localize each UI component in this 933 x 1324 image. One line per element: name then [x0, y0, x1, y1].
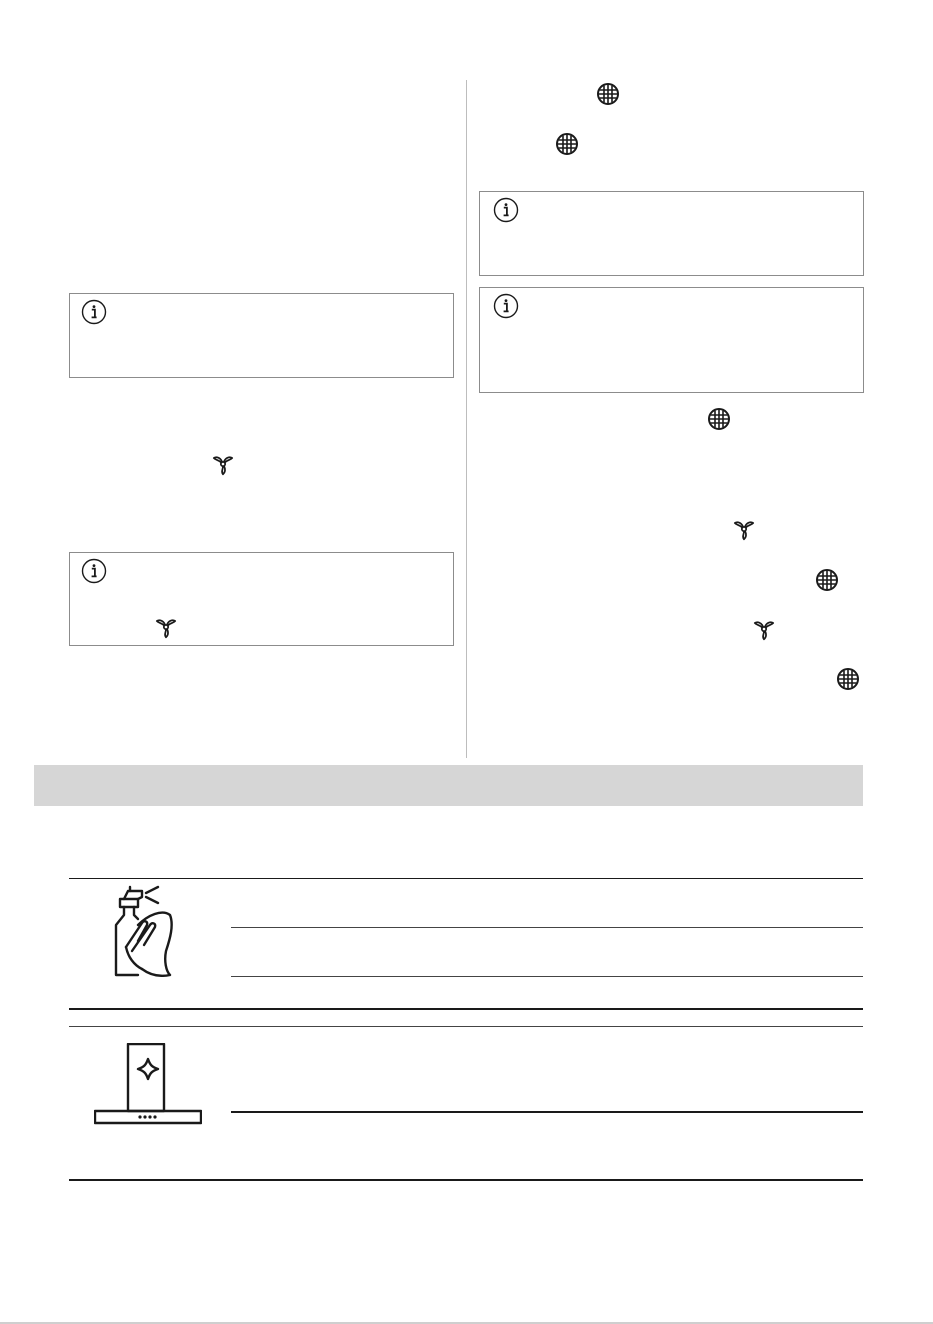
info-box-1 — [69, 293, 454, 378]
fan-icon — [731, 516, 757, 542]
info-icon — [493, 197, 519, 223]
grease-filter-grid-icon — [836, 667, 860, 691]
table-rule — [231, 1111, 863, 1113]
grease-filter-grid-icon — [707, 407, 731, 431]
fan-icon — [153, 614, 179, 640]
table-rule — [231, 927, 863, 928]
cooker-hood-sparkle-icon — [94, 1043, 202, 1125]
fan-icon — [210, 451, 236, 477]
grease-filter-grid-icon — [815, 568, 839, 592]
info-icon — [81, 299, 107, 325]
info-icon — [81, 558, 107, 584]
table-rule — [231, 976, 863, 977]
info-box-4 — [479, 287, 864, 393]
table-rule — [69, 1179, 863, 1181]
table-rule — [69, 878, 863, 879]
column-divider — [466, 80, 467, 758]
fan-icon — [751, 616, 777, 642]
table-rule — [69, 1008, 863, 1010]
info-box-3 — [479, 191, 864, 276]
section-header-bar — [34, 765, 863, 806]
info-icon — [493, 293, 519, 319]
spray-bottle-cloth-icon — [104, 885, 176, 977]
info-box-2 — [69, 552, 454, 646]
grease-filter-grid-icon — [596, 82, 620, 106]
grease-filter-grid-icon — [555, 132, 579, 156]
table-rule — [69, 1026, 863, 1027]
